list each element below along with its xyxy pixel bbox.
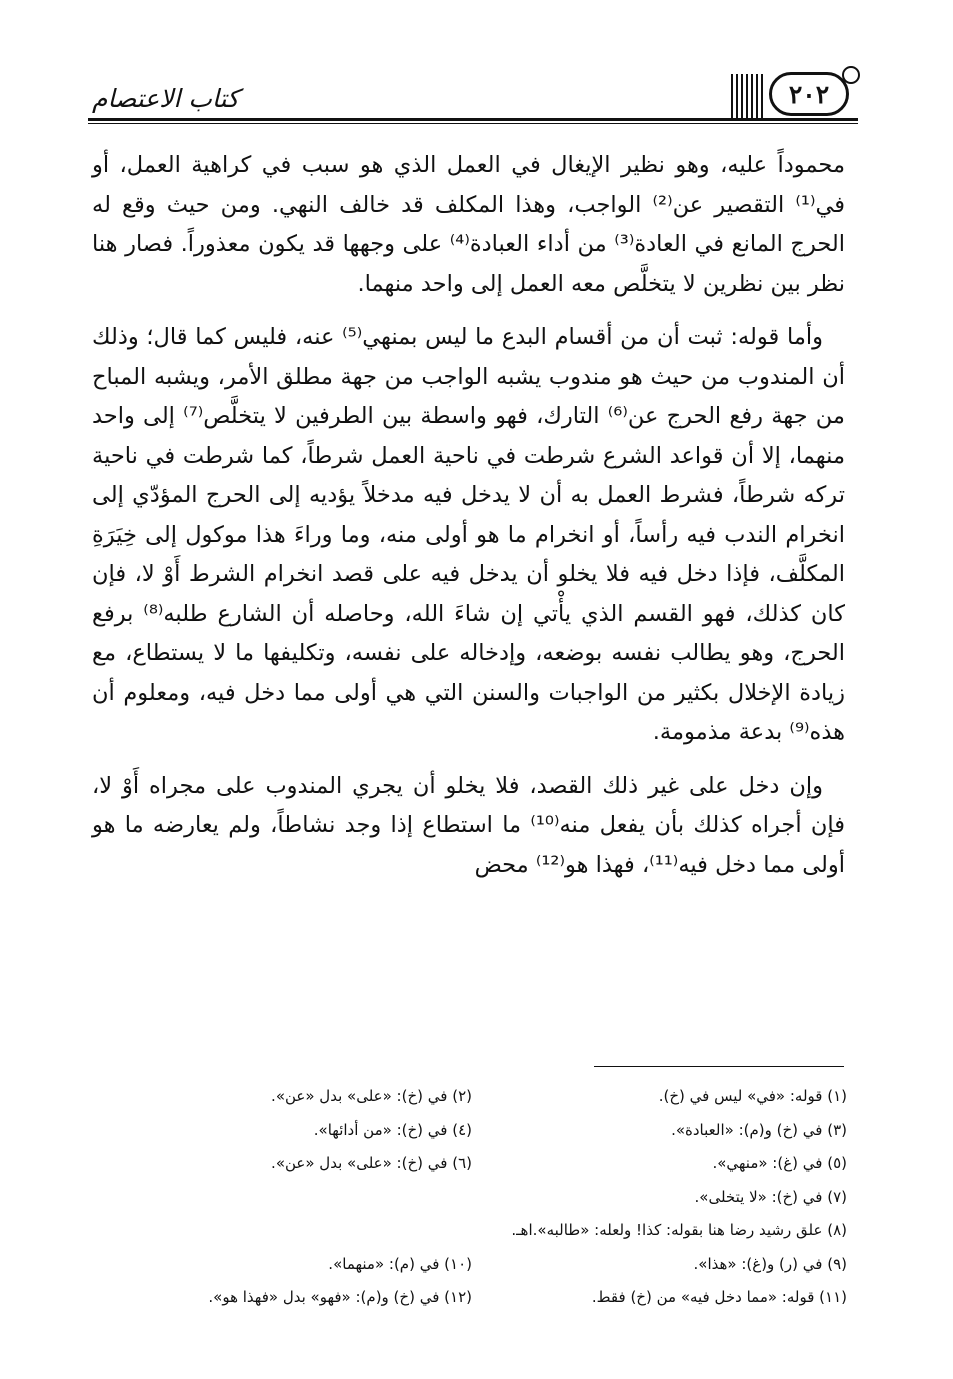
paragraph-1: محموداً عليه، وهو نظير الإيغال في العمل الذي هو سبب في كراهية العمل، أو في⁽¹⁾ التقصير عن⁽²⁾ الواجب، وهذا المكلف قد خالف النهي. ومن حيث وقع له الحرج المانع في العادة⁽³⁾ من أداء العبادة⁽⁴⁾ على وجهها قد يكون معذوراً. فصار هنا نظر بين نظرين لا يتخلَّص معه العمل إلى واحد منهما. — [92, 152, 845, 297]
running-header — [88, 62, 858, 128]
footnote-row — [92, 1147, 847, 1181]
footnote-8: (٨) علق رشيد رضا هنا بقوله: كذا! ولعله: «طالبه».اهـ. — [511, 1221, 847, 1239]
footnote-row — [92, 1080, 847, 1114]
header-rule-thin — [88, 123, 858, 124]
footnote-row — [92, 1214, 847, 1248]
footnote-row — [92, 1281, 847, 1315]
footnote-7: (٧) في (خ): «لا يتخلى». — [694, 1187, 847, 1206]
decorative-bars — [731, 74, 765, 118]
page-number: ٢٠٢ — [788, 80, 830, 109]
footnote-row — [92, 1114, 847, 1148]
book-title: كتاب الاعتصام — [92, 84, 239, 113]
footnote-10: (١٠) في (م): «منهما». — [328, 1254, 472, 1273]
paragraph-3: وإن دخل على غير ذلك القصد، فلا يخلو أن يجري المندوب على مجراه أَوْ لا، فإن أجراه كذلك بأن يفعل منه⁽¹⁰⁾ ما استطاع إذا وجد نشاطاً، ولم يعارضه ما هو أولى مما دخل فيه⁽¹¹⁾، فهذا هو⁽¹²⁾ محض — [92, 772, 845, 878]
footnote-9: (٩) في (ر) و(غ): «هذا». — [693, 1254, 847, 1273]
footnote-6: (٦) في (خ): «على» بدل «عن». — [271, 1154, 472, 1172]
footnote-1: (١) قوله: «في» ليس في (خ). — [658, 1087, 847, 1105]
paragraph-2: وأما قوله: ثبت أن من أقسام البدع ما ليس بمنهي⁽⁵⁾ عنه، فليس كما قال؛ وذلك أن المندوب من حيث هو مندوب يشبه الواجب من جهة مطلق الأمر، ويشبه المباح من جهة رفع الحرج عن⁽⁶⁾ التارك، فهو واسطة بين الطرفين لا يتخلَّص⁽⁷⁾ إلى واحد منهما، إلا أن قواعد الشرع شرطت في ناحية العمل شرطاً، كما شرطت في ناحية تركه شرطاً، فشرط العمل به أن لا يدخل فيه مدخلاً يؤديه إلى الحرج المؤدّي إلى انخرام الندب فيه رأساً، أو انخرام ما هو أولى منه، وما وراءَ هذا موكول إلى خِيَرَةِ المكلَّف، فإذا دخل فيه فلا يخلو أن يدخل فيه على قصد انخرام الشرط أَوْ لا، فإن كان كذلك، فهو القسم الذي يأْتي إن شاءَ الله، وحاصله أن الشارع طلبه⁽⁸⁾ برفع الحرج، وهو يطالب نفسه بوضعه، وإدخاله على نفسه، وتكليفها ما لا يستطاع، مع زيادة الإخلال بكثير من الواجبات والسنن التي هي أولى مما دخل فيه، ومعلوم أن هذه⁽⁹⁾ بدعة مذمومة. — [92, 324, 845, 745]
page-number-ornament — [731, 68, 858, 118]
page-number-frame — [769, 72, 849, 116]
header-rule-thick — [88, 118, 858, 121]
footnote-3: (٣) في (خ) و(م): «العبادة». — [671, 1120, 847, 1139]
footnotes — [92, 1080, 847, 1315]
main-text — [92, 146, 845, 899]
footnote-separator — [594, 1066, 844, 1067]
footnote-5: (٥) في (غ): «منهي». — [712, 1154, 847, 1172]
footnote-11: (١١) قوله: «مما دخل فيه» من (خ) فقط. — [591, 1288, 847, 1306]
footnote-row — [92, 1181, 847, 1215]
ornament-curl-icon — [842, 66, 860, 84]
footnote-12: (١٢) في (خ) و(م): «فهو» بدل «فهذا هو». — [208, 1288, 472, 1306]
footnote-row — [92, 1248, 847, 1282]
footnote-2: (٢) في (خ): «على» بدل «عن». — [271, 1087, 472, 1105]
footnote-4: (٤) في (خ): «من أدائها». — [313, 1120, 472, 1139]
